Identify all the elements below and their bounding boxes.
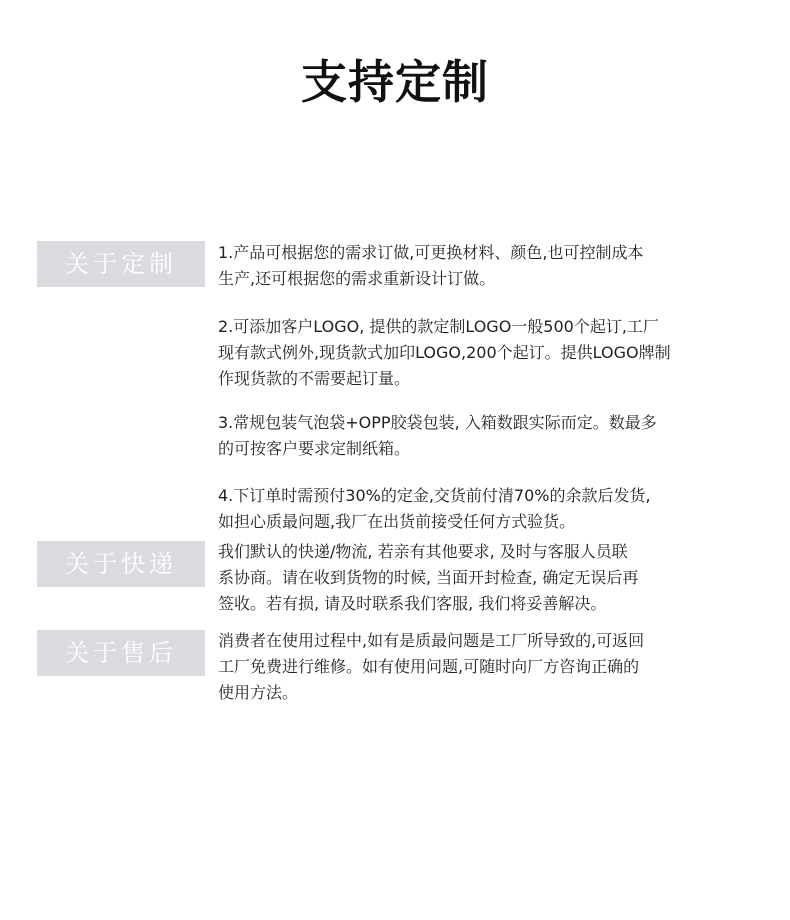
section-label-after-sales: 关于售后 xyxy=(37,630,205,676)
customization-paragraph-3: 3.常规包装气泡袋+OPP胶袋包装, 入箱数跟实际而定。数最多 的可按客户要求定制纸箱。 xyxy=(218,413,657,458)
section-label-customization: 关于定制 xyxy=(37,241,205,287)
customization-paragraph-4: 4.下订单时需预付30%的定金,交货前付清70%的余款后发货, 如担心质最问题,我厂在出货前接受任何方式验货。 xyxy=(218,486,651,531)
page-title: 支持定制 xyxy=(301,55,489,109)
customization-paragraph-2: 2.可添加客户LOGO, 提供的款定制LOGO一般500个起订,工厂 现有款式例外,现货款式加印LOGO,200个起订。提供LOGO牌制 作现货款的不需要起订量。 xyxy=(218,317,671,388)
section-label-shipping: 关于快递 xyxy=(37,541,205,587)
shipping-paragraph: 我们默认的快递/物流, 若亲有其他要求, 及时与客服人员联 系协商。请在收到货物的时候, 当面开封检查, 确定无误后再 签收。若有损, 请及时联系我们客服, 我们将妥善解决。 xyxy=(218,542,639,613)
customization-paragraph-1: 1.产品可根据您的需求订做,可更换材料、颜色,也可控制成本 生产,还可根据您的需求重新设计订做。 xyxy=(218,243,644,288)
after-sales-paragraph: 消费者在使用过程中,如有是质最问题是工厂所导致的,可返回 工厂免费进行维修。如有使用问题,可随时向厂方咨询正确的 使用方法。 xyxy=(218,631,645,702)
